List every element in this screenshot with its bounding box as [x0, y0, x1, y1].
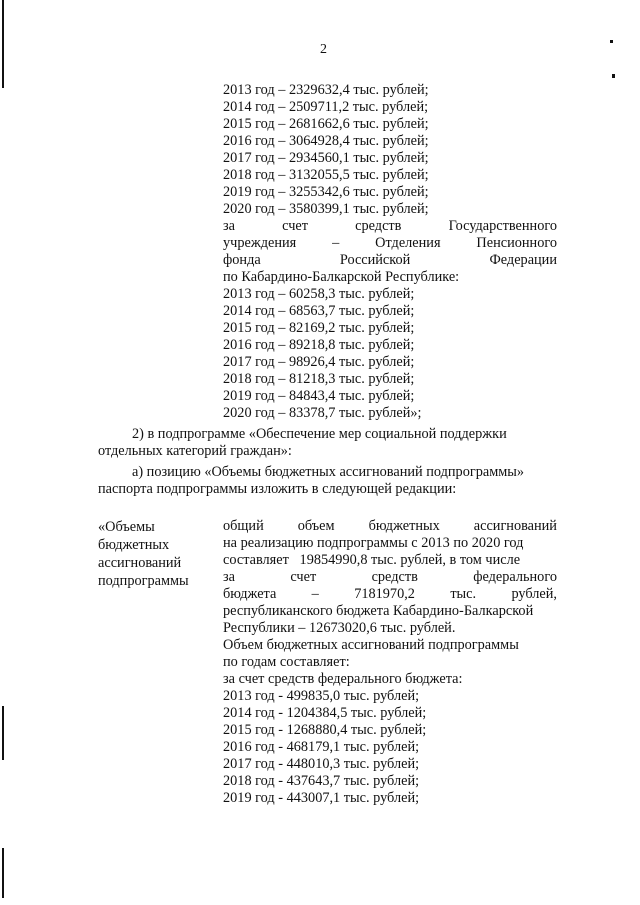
year-line: 2018 год - 437643,7 тыс. рублей; [223, 773, 420, 789]
passport-left-column: «Объемы бюджетных ассигнований подпрограммы [98, 519, 189, 589]
pension-fund-line: по Кабардино-Балкарской Республике: [223, 269, 460, 285]
pension-fund-line: учреждения – Отделения Пенсионного [223, 235, 557, 251]
year-line: 2017 год - 448010,3 тыс. рублей; [223, 756, 420, 772]
year-line: 2018 год – 3132055,5 тыс. рублей; [223, 167, 429, 183]
year-line: 2013 год – 2329632,4 тыс. рублей; [223, 82, 429, 98]
year-line: 2020 год – 83378,7 тыс. рублей»; [223, 405, 422, 421]
scan-dot [610, 40, 613, 43]
year-line: 2018 год – 81218,3 тыс. рублей; [223, 371, 415, 387]
year-line: 2013 год – 60258,3 тыс. рублей; [223, 286, 415, 302]
year-line: 2016 год – 3064928,4 тыс. рублей; [223, 133, 429, 149]
year-line: 2013 год - 499835,0 тыс. рублей; [223, 688, 420, 704]
year-line: 2015 год – 2681662,6 тыс. рублей; [223, 116, 429, 132]
text-line: составляет 19854990,8 тыс. рублей, в том числе [223, 552, 521, 568]
scan-edge-mark [2, 848, 4, 898]
pension-fund-line: за счет средств Государственного [223, 218, 557, 234]
scan-edge-mark [2, 0, 4, 88]
text-line: бюджета – 7181970,2 тыс. рублей, [223, 586, 557, 602]
text-line: за счет средств федерального [223, 569, 557, 585]
text-line: по годам составляет: [223, 654, 350, 670]
year-line: 2019 год – 3255342,6 тыс. рублей; [223, 184, 429, 200]
funding-years-block-1 [223, 82, 557, 422]
year-line: 2019 год – 84843,4 тыс. рублей; [223, 388, 415, 404]
text-line: за счет средств федерального бюджета: [223, 671, 463, 687]
item-a-paragraph: а) позицию «Объемы бюджетных ассигнований подпрограммы» паспорта подпрограммы изложить в следующей редакции: [98, 464, 525, 497]
year-line: 2014 год – 68563,7 тыс. рублей; [223, 303, 415, 319]
year-line: 2017 год – 2934560,1 тыс. рублей; [223, 150, 429, 166]
passport-right-column [223, 518, 557, 807]
year-line: 2016 год - 468179,1 тыс. рублей; [223, 739, 420, 755]
year-line: 2014 год – 2509711,2 тыс. рублей; [223, 99, 429, 115]
text-line: на реализацию подпрограммы с 2013 по 2020 год [223, 535, 524, 551]
item-2-paragraph: 2) в подпрограмме «Обеспечение мер социальной поддержки отдельных категорий граждан»: [98, 426, 507, 459]
page-number: 2 [320, 42, 327, 57]
text-line: Объем бюджетных ассигнований подпрограммы [223, 637, 519, 653]
text-line: Республики – 12673020,6 тыс. рублей. [223, 620, 456, 636]
scan-dot [612, 74, 615, 78]
text-line: республиканского бюджета Кабардино-Балкарской [223, 603, 534, 619]
year-line: 2019 год - 443007,1 тыс. рублей; [223, 790, 420, 806]
text-line: общий объем бюджетных ассигнований [223, 518, 557, 534]
year-line: 2015 год - 1268880,4 тыс. рублей; [223, 722, 427, 738]
scan-edge-mark [2, 706, 4, 760]
year-line: 2020 год – 3580399,1 тыс. рублей; [223, 201, 429, 217]
year-line: 2015 год – 82169,2 тыс. рублей; [223, 320, 415, 336]
year-line: 2014 год - 1204384,5 тыс. рублей; [223, 705, 427, 721]
year-line: 2016 год – 89218,8 тыс. рублей; [223, 337, 415, 353]
year-line: 2017 год – 98926,4 тыс. рублей; [223, 354, 415, 370]
pension-fund-line: фонда Российской Федерации [223, 252, 557, 268]
